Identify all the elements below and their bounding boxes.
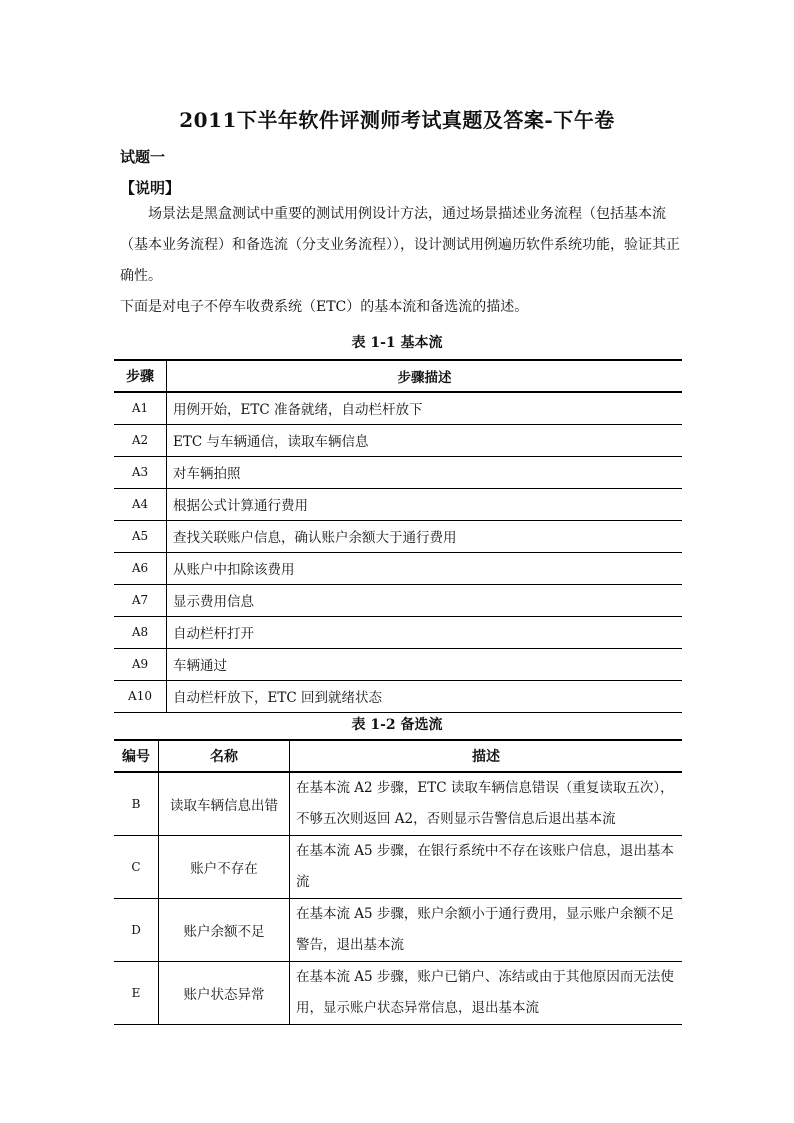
table-row: [114, 899, 682, 962]
table-row: [114, 552, 682, 584]
table-row: [114, 392, 682, 424]
table-row: [114, 962, 682, 1025]
flow-id: C: [114, 836, 159, 899]
table-row: [114, 836, 682, 899]
step-description: 自动栏杆打开: [167, 616, 683, 648]
column-header-description: 描述: [290, 740, 683, 772]
step-id: A6: [114, 552, 167, 584]
table-row: [114, 772, 682, 836]
column-header-name: 名称: [159, 740, 290, 772]
flow-name: 账户不存在: [159, 836, 290, 899]
flow-id: E: [114, 962, 159, 1025]
table-header-row: [114, 740, 682, 772]
flow-name: 账户余额不足: [159, 899, 290, 962]
alternate-flow-table: [114, 739, 682, 1025]
intro-text: 场景法是黑盒测试中重要的测试用例设计方法，通过场景描述业务流程（包括基本流（基本业务流程）和备选流（分支业务流程）），设计测试用例遍历软件系统功能，验证其正确性。: [120, 206, 680, 284]
step-id: A8: [114, 616, 167, 648]
step-id: A7: [114, 584, 167, 616]
step-description: 从账户中扣除该费用: [167, 552, 683, 584]
table1-caption: 表 1-1 基本流: [351, 335, 443, 351]
table-row: [114, 456, 682, 488]
step-description: 查找关联账户信息，确认账户余额大于通行费用: [167, 520, 683, 552]
flow-id: D: [114, 899, 159, 962]
column-header-id: 编号: [114, 740, 159, 772]
table2-caption: 表 1-2 备选流: [351, 717, 443, 733]
step-description: ETC 与车辆通信，读取车辆信息: [167, 424, 683, 456]
flow-description: 在基本流 A5 步骤，在银行系统中不存在该账户信息，退出基本流: [290, 836, 683, 899]
flow-name: 账户状态异常: [159, 962, 290, 1025]
basic-flow-table: [114, 359, 682, 713]
flow-description: 在基本流 A2 步骤，ETC 读取车辆信息错误（重复读取五次），不够五次则返回 A2，否则显示告警信息后退出基本流: [290, 772, 683, 836]
table-row: [114, 488, 682, 520]
flow-name: 读取车辆信息出错: [159, 772, 290, 836]
step-id: A9: [114, 648, 167, 680]
step-description: 用例开始，ETC 准备就绪，自动栏杆放下: [167, 392, 683, 424]
table-row: [114, 520, 682, 552]
step-description: 对车辆拍照: [167, 456, 683, 488]
step-id: A3: [114, 456, 167, 488]
table-row: [114, 424, 682, 456]
table-row: [114, 680, 682, 712]
step-description: 自动栏杆放下，ETC 回到就绪状态: [167, 680, 683, 712]
step-id: A1: [114, 392, 167, 424]
column-header-step: 步骤: [114, 360, 167, 392]
table-header-row: [114, 360, 682, 392]
table-row: [114, 648, 682, 680]
document-title: 2011下半年软件评测师考试真题及答案-下午卷: [179, 108, 615, 132]
step-id: A4: [114, 488, 167, 520]
table-row: [114, 584, 682, 616]
step-description: 显示费用信息: [167, 584, 683, 616]
flow-description: 在基本流 A5 步骤，账户余额小于通行费用，显示账户余额不足警告，退出基本流: [290, 899, 683, 962]
step-id: A5: [114, 520, 167, 552]
intro-paragraph: [120, 199, 680, 323]
question-heading: 试题一: [120, 148, 166, 166]
step-id: A10: [114, 680, 167, 712]
flow-description: 在基本流 A5 步骤，账户已销户、冻结或由于其他原因而无法使用，显示账户状态异常信息，退出基本流: [290, 962, 683, 1025]
step-id: A2: [114, 424, 167, 456]
intro-line-2: 下面是对电子不停车收费系统（ETC）的基本流和备选流的描述。: [120, 299, 529, 315]
flow-id: B: [114, 772, 159, 836]
step-description: 根据公式计算通行费用: [167, 488, 683, 520]
table-row: [114, 616, 682, 648]
section-heading: 【说明】: [120, 179, 181, 197]
step-description: 车辆通过: [167, 648, 683, 680]
column-header-description: 步骤描述: [167, 360, 683, 392]
